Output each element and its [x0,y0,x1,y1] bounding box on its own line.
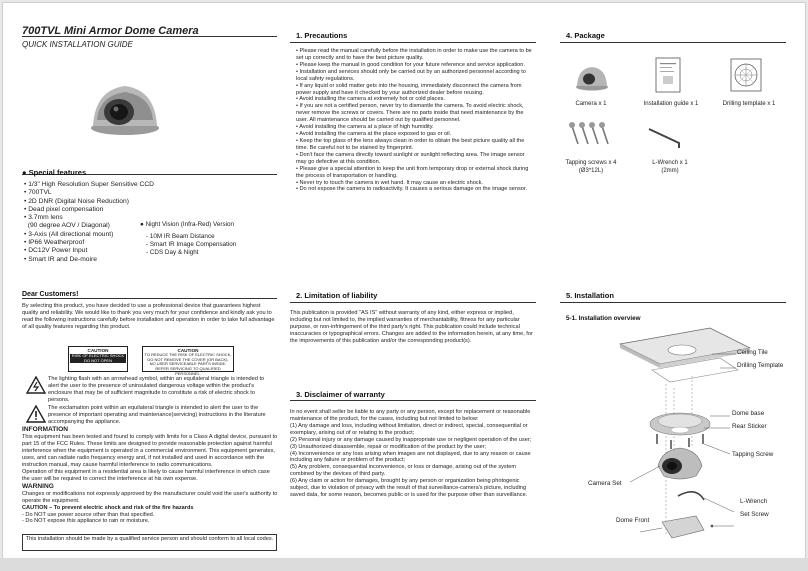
precaution-item: • Please read the manual carefully before the installation in order to make use the camera to be set up correctly and to have the best picture quality. [296,48,532,61]
warning-heading: WARNING [22,482,54,490]
night-vision-block [140,221,280,256]
label-set-screw: Set Screw [740,511,769,518]
precautions-heading: 1. Precautions [296,31,348,40]
precautions-rule [290,42,536,43]
label-dome-front: Dome Front [616,517,650,524]
disclaimer-block [290,409,536,499]
feature-item: • 3-Axis (All directional mount) [24,230,114,238]
guide-subtitle: QUICK INSTALLATION GUIDE [22,40,133,49]
disclaimer-item: (3) Unauthorized disassemble, repair or modification of the product by the user; [290,443,487,450]
precaution-item: • Do not expose the camera to radioactivity. It causes a serious damage on the image sensor. [296,186,528,193]
precaution-item: • Please give a special attention to keep the unit from temporary drop or external shock during the process of transportation or handling. [296,165,529,179]
bottom-strip [0,558,808,571]
installation-rule [560,302,786,303]
night-vision-item: - 10M IR Beam Distance [146,232,215,240]
info-text-2: Operation of this equipment in a residential area is likely to cause harmful interference in which case the user will be required to correct the interference at his own expense. [22,468,270,482]
exclamation-text: The exclamation point within an equilateral triangle is intended to alert the user to the presence of important operating and maintenance(servicing) instructions in the literature accompanying the appliance. [48,405,266,425]
feature-item: • 2D DNR (Digital Noise Reduction) [24,197,129,205]
precaution-item: • If any liquid or solid matter gets into the housing, immediately disconnect the camera from power supply and have it checked by your authorized dealer before reusing. [296,82,522,96]
disclaimer-item: (2) Personal injury or any damage caused by inappropriate use or negligent operation of the user; [290,436,532,443]
label-tapping-screw: Tapping Screw [732,451,774,458]
night-vision-item: - CDS Day & Night [146,248,199,256]
lightning-triangle-icon [26,376,46,394]
precaution-item: • Don't face the camera directly toward sunlight or sunlight reflecting area. The image sensor may go defective at this condition. [296,151,525,165]
package-screws-label: Tapping screws x 4 (Ø3*12L) [565,160,617,174]
package-rule [560,42,786,43]
lightning-text: The lighting flash with an arrowhead symbol, within an equilateral triangle is intended to alert the user to the presence of uninsulated dangerous voltage within the product's enclosure that may be of sufficient magnitude to constitute a risk of electric shock to persons. [48,376,265,403]
feature-item: • DC12V Power Input [24,247,88,255]
limitation-rule [290,302,536,303]
disclaimer-item: (5) Any problem, consequential inconvenience, or loss or damage, arising out of the system combined by the devices of third party. [290,464,517,478]
disclaimer-item: (4) Inconvenience or any loss arising when images are not displayed, due to any reason or cause including any failure or problem of the product; [290,450,531,464]
night-vision-heading: ● Night Vision (Infra-Red) Version [140,221,234,228]
label-drilling-template: Drilling Template [737,362,784,369]
limitation-text: This publication is provided "AS IS" without warranty of any kind, either express or implied, including but not limited to, the implied warranties of merchantability, fitness for any particular purpose, or non-infringement of the third party's right. This publication could include technical inaccuracies or typographical errors. Changes are added to the information herein, at any time, for the improvements of this publication and/or the corresponding product(s). [290,310,533,344]
package-guide-label: Installation guide x 1 [643,101,699,107]
info-heading: INFORMATION [22,426,69,433]
precaution-item: • Never try to touch the camera in wet hand. It may cause an electric shock. [296,179,483,186]
limitation-heading: 2. Limitation of liability [296,291,378,300]
label-dome-base: Dome base [732,410,765,417]
caution-label-left: CAUTION RISK OF ELECTRIC SHOCK DO NOT OPEN [68,346,128,372]
special-features-label: Special features [28,168,87,177]
package-template-label: Drilling template x 1 [722,101,776,107]
label-ceiling-tile: Ceiling Tile [737,349,768,356]
disclaimer-item: (6) Any claim or action for damages, brought by any person or organization being photogenic subject, due to violation of privacy with the result of that surveillance-camera's picture, including saved data, for some reason, becomes public or is used for the purpose other than surveillance. [290,478,528,499]
precaution-item: • Avoid installing the camera at a place of high humidity. [296,124,434,131]
precautions-list [296,48,532,193]
precaution-item: • Keep the top glass of the lens always clean in order to obtain the best picture quality all the time. Be careful not to be stained by fingerprint. [296,137,525,151]
disclaimer-rule [290,400,536,401]
package-camera-image [574,62,610,92]
caution-item: - Do NOT expose this appliance to rain or moisture. [22,518,150,525]
precaution-item: • Please keep the manual in good condition for your future reference and service application. [296,61,525,68]
installation-guide-image [655,57,681,93]
caution-item: - Do NOT use power source other than that specified. [22,511,155,518]
precaution-item: • Avoid installing the camera at the place exposed to gas or oil. [296,131,452,138]
caution-label-right: CAUTION TO REDUCE THE RISK OF ELECTRIC SHOCK, DO NOT REMOVE THE COVER (OR BACK). NO USER SERVICEABLE PARTS INSIDE. REFER SERVICING TO QUALIFIED PERSONNEL. [142,346,234,372]
disclaimer-item: (1) Any damage and loss, including without limitation, direct or indirect, special, consequential or exemplary, arising out of or relating to the product; [290,422,528,436]
tapping-screws-image [566,120,616,150]
precaution-item: • Installation and services should only be carried out by an authorized personnel according to local safety regulations. [296,68,526,82]
dear-rule [22,298,277,299]
disclaimer-intro: In no event shall seller be liable to any party or any person, except for replacement or reasonable maintenance of the product, for the cases, including but not limited to below: [290,409,531,422]
night-vision-item: - Smart IR Image Compensation [146,240,237,248]
feature-item: • 3.7mm lens [24,214,63,222]
info-block [22,426,278,525]
camera-image [85,70,165,140]
precaution-item: • Avoid installing the camera at extremely hot or cold places. [296,96,445,103]
label-rear-sticker: Rear Sticker [732,423,767,430]
caution-heading: CAUTION – To prevent electric shock and risk of the fire hazards [22,504,194,511]
installation-heading: 5. Installation [566,291,614,300]
feature-item: • 1/3" High Resolution Super Sensitive CCD [24,181,154,188]
installation-subheading: 5-1. Installation overview [566,315,641,322]
exclamation-triangle-icon [26,405,46,423]
special-features-heading: ● Special features [22,168,87,177]
package-camera-label: Camera x 1 [575,101,607,107]
feature-item: (90 degree AOV / Diagonal) [27,222,110,230]
product-title: 700TVL Mini Armor Dome Camera [22,25,199,37]
feature-item: • IP66 Weatherproof [24,239,85,247]
package-heading: 4. Package [566,31,605,40]
dear-heading: Dear Customers! [22,291,79,298]
feature-item: • Smart IR and De-moire [24,255,97,263]
feature-item: • 700TVL [24,189,52,197]
drilling-template-image [730,58,762,92]
package-wrench-label: L-Wrench x 1 (2mm) [652,160,688,174]
label-l-wrench: L-Wrench [740,498,768,505]
l-wrench-image [645,125,685,149]
warning-text: Changes or modifications not expressly approved by the manufacturer could void the user's authority to operate the equipment. [22,490,278,504]
label-camera-set: Camera Set [588,480,622,487]
disclaimer-heading: 3. Disclaimer of warranty [296,390,385,399]
installation-notice: This installation should be made by a qualified service person and should conform to all local codes. [22,534,277,551]
dear-intro: By selecting this product, you have decided to use a professional device that guarantees highest quality and reliability. We would like to thank you very much for your confidence and kindly ask you to read the following instructions carefully before installation and operation in order to take full advantage of all quality features regarding this product. [22,303,275,330]
precaution-item: • If you are not a certified person, never try to dismantle the camera. To avoid electric shock, never remove the screws or covers. There are no parts inside that need maintenance by the user. All maintenance should be carried out by qualified personnel. [296,103,524,124]
info-text: This equipment has been tested and found to comply with limits for a Class A digital device, pursuant to part 15 of the FCC Rules. These limits are designed to provide reasonable protection against harmful interference when the equipment is operated in a commercial environment. This equipment generates, uses, and can radiate radio frequency energy and, if not installed and used in accordance with the instruction manual, may cause harmful interference to radio communications. [22,434,278,468]
feature-item: • Dead pixel compensation [24,205,104,213]
